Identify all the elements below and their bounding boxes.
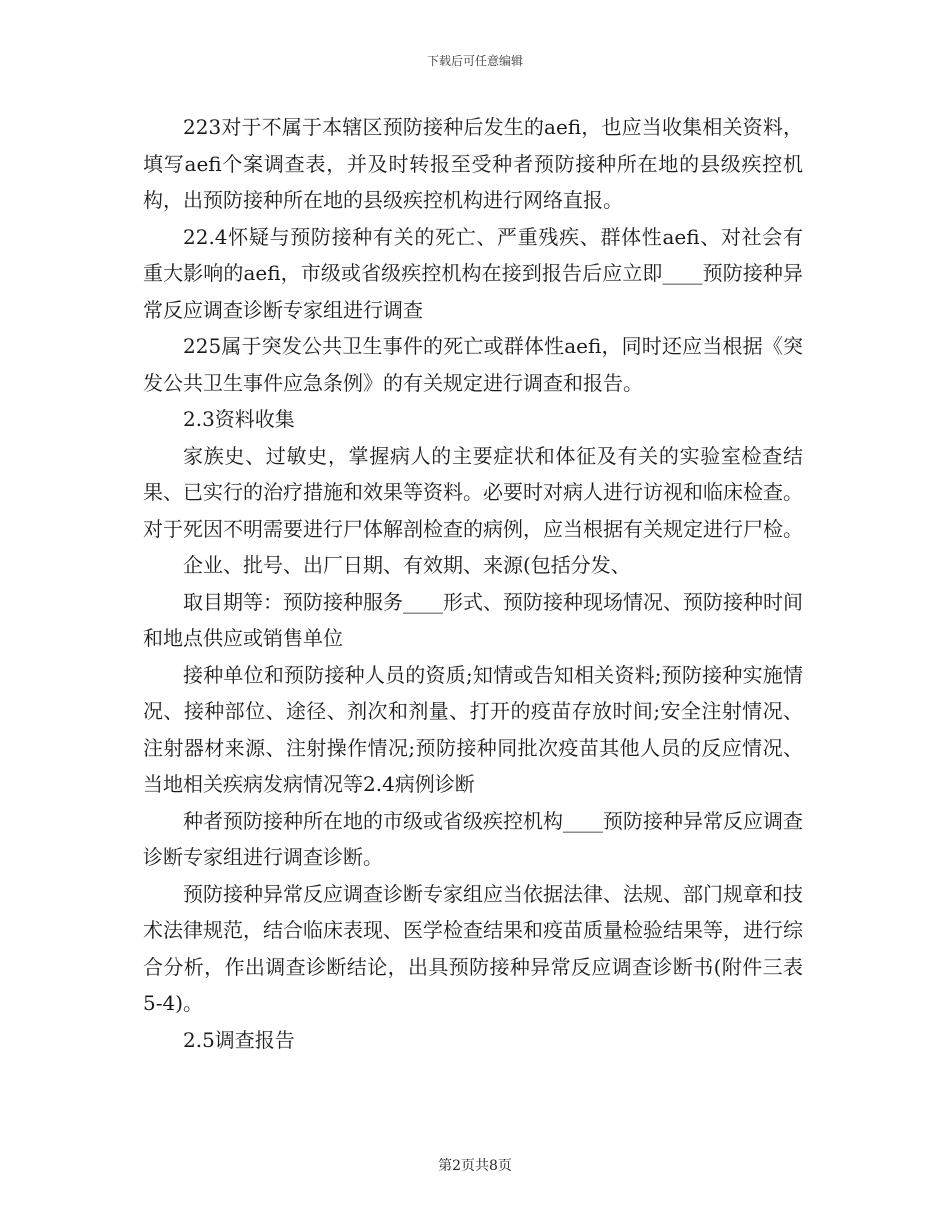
paragraph-patient-history: 家族史、过敏史，掌握病人的主要症状和体征及有关的实验室检查结果、已实行的治疗措施和效果等资料。必要时对病人进行访视和临床检查。对于死因不明需要进行尸体解剖检查的病例，应当根据有关规定进行尸检。	[143, 443, 803, 541]
page-footer: 第2页共8页	[438, 1158, 512, 1174]
paragraph-service-form: 取目期等：预防接种服务____形式、预防接种现场情况、预防接种时间和地点供应或销售单位	[143, 589, 803, 650]
paragraph-unit-qualification: 接种单位和预防接种人员的资质;知情或告知相关资料;预防接种实施情况、接种部位、途径、剂次和剂量、打开的疫苗存放时间;安全注射情况、注射器材来源、注射操作情况;预防接种同批次疫苗其他人员的反应情况、当地相关疾病发病情况等2.4病例诊断	[143, 662, 803, 796]
page-header: 下载后可任意编辑	[426, 54, 523, 68]
document-body	[143, 109, 803, 1058]
paragraph-2-2-5: 225属于突发公共卫生事件的死亡或群体性aefi，同时还应当根据《突发公共卫生事件应急条例》的有关规定进行调查和报告。	[143, 334, 803, 395]
paragraph-vaccine-info: 企业、批号、出厂日期、有效期、来源(包括分发、	[183, 553, 631, 577]
paragraph-diagnosis-org: 种者预防接种所在地的市级或省级疾控机构____预防接种异常反应调查诊断专家组进行调查诊断。	[143, 808, 803, 869]
section-heading-2-5: 2.5调查报告	[183, 1027, 295, 1052]
paragraph-expert-group: 预防接种异常反应调查诊断专家组应当依据法律、法规、部门规章和技术法律规范，结合临床表现、医学检查结果和疫苗质量检验结果等，进行综合分析，作出调查诊断结论，出具预防接种异常反应调查诊断书(附件三表5-4)。	[143, 881, 803, 1015]
paragraph-2-2-4: 22.4怀疑与预防接种有关的死亡、严重残疾、群体性aefi、对社会有重大影响的aefi，市级或省级疾控机构在接到报告后应立即____预防接种异常反应调查诊断专家组进行调查	[143, 224, 803, 322]
section-heading-2-3: 2.3资料收集	[183, 407, 295, 431]
paragraph-2-2-3: 223对于不属于本辖区预防接种后发生的aefi，也应当收集相关资料，填写aefi个案调查表，并及时转报至受种者预防接种所在地的县级疾控机构，出预防接种所在地的县级疾控机构进行网络直报。	[143, 115, 803, 212]
